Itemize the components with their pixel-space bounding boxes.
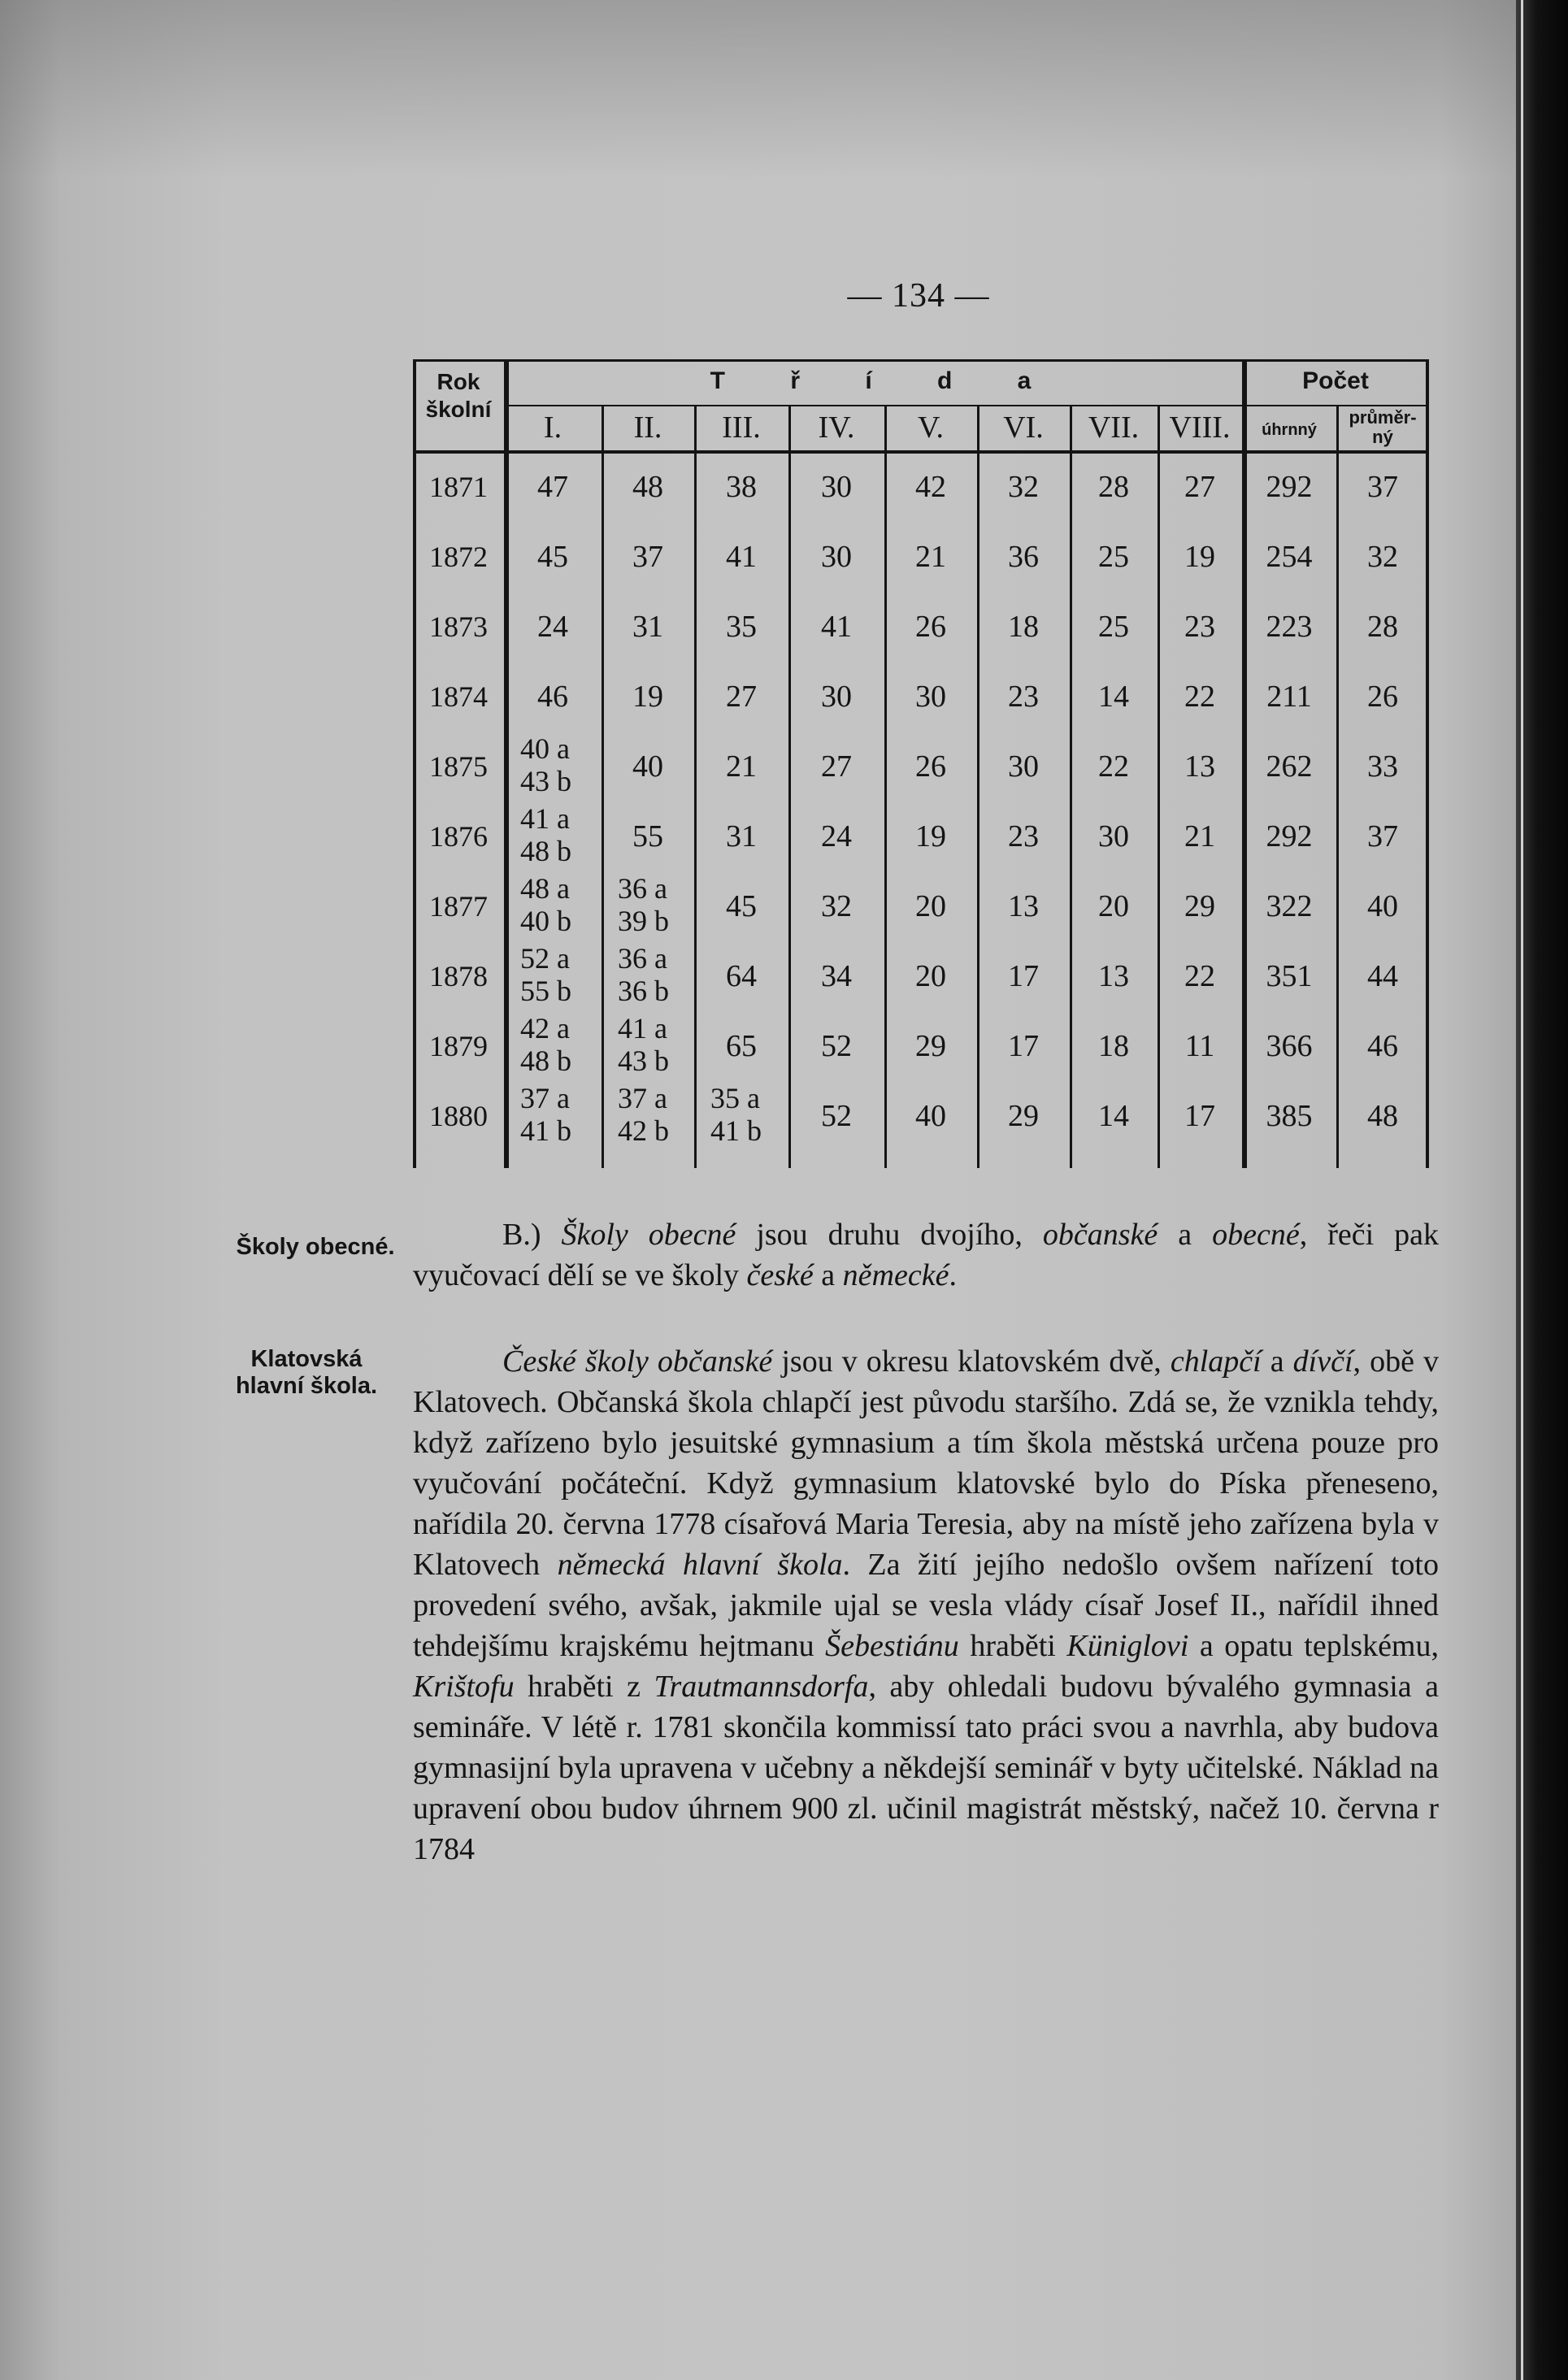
pocet-header-uhrnny: úhrnný xyxy=(1262,421,1317,439)
row-year: 1879 xyxy=(429,1030,488,1062)
class-header-4: IV. xyxy=(818,410,855,445)
cell-value: 42 xyxy=(915,470,946,504)
cell-value: 24 xyxy=(821,819,852,853)
cell-value: 27 xyxy=(821,749,852,784)
text-run: , řeči pak vyučovací dělí se ve školy xyxy=(413,1218,1440,1292)
text-run: a xyxy=(1158,1218,1213,1252)
cell-split-a: 52 a xyxy=(520,942,570,975)
cell-split-b: 41 b xyxy=(520,1114,571,1147)
cell-value: 47 xyxy=(537,470,568,504)
table-subheader-rule xyxy=(504,405,1429,406)
cell-split-b: 55 b xyxy=(520,975,571,1007)
page-number: — 134 — xyxy=(847,277,990,315)
row-year: 1873 xyxy=(429,610,488,643)
emph-term: německé xyxy=(842,1258,949,1292)
row-average: 46 xyxy=(1367,1029,1398,1063)
cell-value: 34 xyxy=(821,959,852,993)
class-header-8: VIII. xyxy=(1169,410,1231,445)
cell-value: 52 xyxy=(821,1099,852,1133)
row-average: 40 xyxy=(1367,889,1398,923)
cell-value: 13 xyxy=(1184,749,1215,784)
cell-split-b: 48 b xyxy=(520,1045,571,1077)
cell-value: 11 xyxy=(1184,1029,1215,1063)
emph-term: chlapčí xyxy=(1170,1344,1262,1379)
row-total: 292 xyxy=(1266,819,1313,853)
cell-value: 26 xyxy=(915,610,946,644)
cell-value: 29 xyxy=(915,1029,946,1063)
emph-term: České školy občanské xyxy=(502,1344,773,1379)
row-year: 1878 xyxy=(429,960,488,992)
row-total: 385 xyxy=(1266,1099,1313,1133)
cell-split-b: 41 b xyxy=(710,1114,762,1147)
row-average: 32 xyxy=(1367,540,1398,574)
cell-value: 31 xyxy=(726,819,757,853)
cell-value: 14 xyxy=(1098,1099,1129,1133)
cell-value: 55 xyxy=(632,819,663,853)
class-header-5: V. xyxy=(917,410,945,445)
group-header-pocet: Počet xyxy=(1302,367,1369,394)
cell-value: 22 xyxy=(1184,680,1215,714)
cell-value: 40 xyxy=(632,749,663,784)
cell-value: 30 xyxy=(821,680,852,714)
class-header-3: III. xyxy=(722,410,761,445)
text-run: . xyxy=(949,1258,957,1292)
table-top-rule xyxy=(413,359,1429,362)
cell-value: 29 xyxy=(1184,889,1215,923)
cell-value: 25 xyxy=(1098,540,1129,574)
book-spine xyxy=(1516,0,1568,2380)
cell-value: 21 xyxy=(726,749,757,784)
row-year: 1876 xyxy=(429,820,488,853)
cell-value: 65 xyxy=(726,1029,757,1063)
cell-split-b: 43 b xyxy=(618,1045,669,1077)
cell-value: 32 xyxy=(821,889,852,923)
row-year: 1874 xyxy=(429,680,488,713)
cell-value: 31 xyxy=(632,610,663,644)
group-header-trida: T ř í d a xyxy=(710,367,1036,394)
row-total: 366 xyxy=(1266,1029,1313,1063)
cell-value: 30 xyxy=(1098,819,1129,853)
cell-split-a: 40 a xyxy=(520,732,570,765)
cell-value: 20 xyxy=(915,889,946,923)
pocet-header-prumer: průměr- xyxy=(1349,407,1417,428)
cell-value: 52 xyxy=(821,1029,852,1063)
cell-value: 13 xyxy=(1008,889,1039,923)
cell-value: 21 xyxy=(915,540,946,574)
cell-value: 23 xyxy=(1008,680,1039,714)
row-average: 37 xyxy=(1367,470,1398,504)
emph-name: Trautmannsdorfa xyxy=(654,1670,869,1704)
cell-value: 32 xyxy=(1008,470,1039,504)
text-run: jsou v okresu klatovském dvě, xyxy=(772,1344,1171,1379)
margin-note-klatovska xyxy=(213,1346,400,1400)
text-run: a xyxy=(813,1258,843,1292)
cell-value: 22 xyxy=(1184,959,1215,993)
cell-value: 17 xyxy=(1008,1029,1039,1063)
text-run: . Za žití jejího nedošlo ovšem nařízení toto provedení svého, avšak, jakmile ujal se vesla vlády císař Josef II., nařídil ihned tehdejšímu krajskému hejtmanu xyxy=(413,1548,1439,1663)
cell-value: 27 xyxy=(726,680,757,714)
cell-split-a: 41 a xyxy=(520,802,570,835)
emph-term: české xyxy=(746,1258,814,1292)
text-run: jsou druhu dvojího, xyxy=(736,1218,1043,1252)
text-run: a xyxy=(1261,1344,1293,1379)
cell-value: 19 xyxy=(632,680,663,714)
cell-value: 30 xyxy=(1008,749,1039,784)
row-year: 1872 xyxy=(429,541,488,573)
row-year: 1875 xyxy=(429,750,488,783)
cell-value: 29 xyxy=(1008,1099,1039,1133)
row-average: 48 xyxy=(1367,1099,1398,1133)
cell-value: 30 xyxy=(915,680,946,714)
row-total: 223 xyxy=(1266,610,1313,644)
cell-split-a: 48 a xyxy=(520,872,570,905)
cell-value: 19 xyxy=(1184,540,1215,574)
pocet-header-ny: ný xyxy=(1372,427,1393,447)
row-average: 44 xyxy=(1367,959,1398,993)
margin-note-line-2: hlavní škola. xyxy=(235,1373,378,1399)
cell-value: 24 xyxy=(537,610,568,644)
cell-value: 30 xyxy=(821,470,852,504)
emph-name: Krištofu xyxy=(413,1670,515,1704)
cell-value: 22 xyxy=(1098,749,1129,784)
cell-value: 18 xyxy=(1008,610,1039,644)
row-year: 1877 xyxy=(429,890,488,923)
cell-value: 37 xyxy=(632,540,663,574)
margin-note-skoly-obecne: Školy obecné. xyxy=(236,1234,395,1260)
row-year: 1871 xyxy=(429,471,488,503)
emph-term: Školy obecné xyxy=(561,1218,736,1252)
cell-value: 18 xyxy=(1098,1029,1129,1063)
text-run: hraběti z xyxy=(514,1670,654,1704)
page-edge-line xyxy=(1521,0,1523,2380)
row-average: 33 xyxy=(1367,749,1398,784)
cell-value: 40 xyxy=(915,1099,946,1133)
class-header-6: VI. xyxy=(1003,410,1044,445)
cell-value: 28 xyxy=(1098,470,1129,504)
class-header-1: I. xyxy=(543,410,562,445)
cell-value: 17 xyxy=(1008,959,1039,993)
cell-value: 21 xyxy=(1184,819,1215,853)
cell-split-a: 36 a xyxy=(618,942,667,975)
cell-value: 13 xyxy=(1098,959,1129,993)
table-header-rule xyxy=(413,450,1429,454)
cell-value: 38 xyxy=(726,470,757,504)
cell-split-b: 48 b xyxy=(520,835,571,867)
cell-split-a: 36 a xyxy=(618,872,667,905)
cell-value: 26 xyxy=(915,749,946,784)
cell-split-a: 37 a xyxy=(618,1082,667,1114)
col-header-rok: Rok xyxy=(437,369,480,394)
text-run: , obě v Klatovech. Občanská škola chlapčí jest původu staršího. Zdá se, že vznikla tehdy, když zařízeno bylo jesuitské gymnasium a tím škola městská určena pouze pro vyučování počáteční. Když gymnasium klatovské bylo do Píska přeneseno, nařídila 20. června 1778 císařová Maria Teresia, aby na místě jeho zařízena byla v Klatovech xyxy=(413,1344,1439,1582)
row-total: 292 xyxy=(1266,470,1313,504)
cell-value: 35 xyxy=(726,610,757,644)
row-total: 211 xyxy=(1266,680,1312,714)
cell-split-b: 39 b xyxy=(618,905,669,937)
cell-split-a: 35 a xyxy=(710,1082,760,1114)
cell-value: 41 xyxy=(821,610,852,644)
emph-name: Šebestiánu xyxy=(825,1629,959,1663)
cell-split-b: 36 b xyxy=(618,975,669,1007)
text-run: a opatu teplskému, xyxy=(1188,1629,1439,1663)
cell-value: 30 xyxy=(821,540,852,574)
text-run: , aby ohledali budovu bývalého gymnasia a semináře. V létě r. 1781 skončila kommissí tato práci svou a navrhla, aby budova gymnasijní byla upravena v učebny a někdejší seminář v byty učitelské. Náklad na upravení obou budov úhrnem 900 zl. učinil magistrát městský, načež 10. června r 1784 xyxy=(413,1670,1439,1866)
cell-value: 23 xyxy=(1008,819,1039,853)
cell-value: 27 xyxy=(1184,470,1215,504)
cell-value: 46 xyxy=(537,680,568,714)
cell-value: 36 xyxy=(1008,540,1039,574)
row-average: 28 xyxy=(1367,610,1398,644)
cell-value: 14 xyxy=(1098,680,1129,714)
table-column-rule xyxy=(602,405,604,1168)
margin-note-line-1: Klatovská xyxy=(250,1346,363,1372)
cell-split-b: 42 b xyxy=(618,1114,669,1147)
paragraph-ceske-skoly xyxy=(413,1341,1439,1870)
cell-value: 20 xyxy=(1098,889,1129,923)
row-year: 1880 xyxy=(429,1100,488,1132)
cell-split-a: 37 a xyxy=(520,1082,570,1114)
cell-split-a: 41 a xyxy=(618,1012,667,1045)
cell-value: 64 xyxy=(726,959,757,993)
emph-term: německá hlavní škola xyxy=(557,1548,843,1582)
row-total: 322 xyxy=(1266,889,1313,923)
row-average: 37 xyxy=(1367,819,1398,853)
emph-name: Küniglovi xyxy=(1066,1629,1189,1663)
cell-value: 48 xyxy=(632,470,663,504)
row-total: 254 xyxy=(1266,540,1313,574)
col-header-skolni: školní xyxy=(425,397,492,422)
paragraph-skoly-obecne xyxy=(413,1214,1439,1296)
row-total: 262 xyxy=(1266,749,1313,784)
cell-split-a: 42 a xyxy=(520,1012,570,1045)
cell-value: 20 xyxy=(915,959,946,993)
emph-term: obecné xyxy=(1212,1218,1300,1252)
class-header-7: VII. xyxy=(1088,410,1140,445)
cell-value: 25 xyxy=(1098,610,1129,644)
class-header-2: II. xyxy=(633,410,662,445)
cell-value: 23 xyxy=(1184,610,1215,644)
cell-value: 45 xyxy=(537,540,568,574)
cell-split-b: 43 b xyxy=(520,765,571,797)
emph-term: dívčí xyxy=(1292,1344,1353,1379)
statistics-table xyxy=(413,359,1429,1168)
cell-value: 19 xyxy=(915,819,946,853)
cell-split-b: 40 b xyxy=(520,905,571,937)
cell-value: 41 xyxy=(726,540,757,574)
cell-value: 17 xyxy=(1184,1099,1215,1133)
section-label: B.) xyxy=(502,1218,541,1252)
row-average: 26 xyxy=(1367,680,1398,714)
text-run: hraběti xyxy=(958,1629,1067,1663)
cell-value: 45 xyxy=(726,889,757,923)
emph-term: občanské xyxy=(1042,1218,1158,1252)
row-total: 351 xyxy=(1266,959,1313,993)
